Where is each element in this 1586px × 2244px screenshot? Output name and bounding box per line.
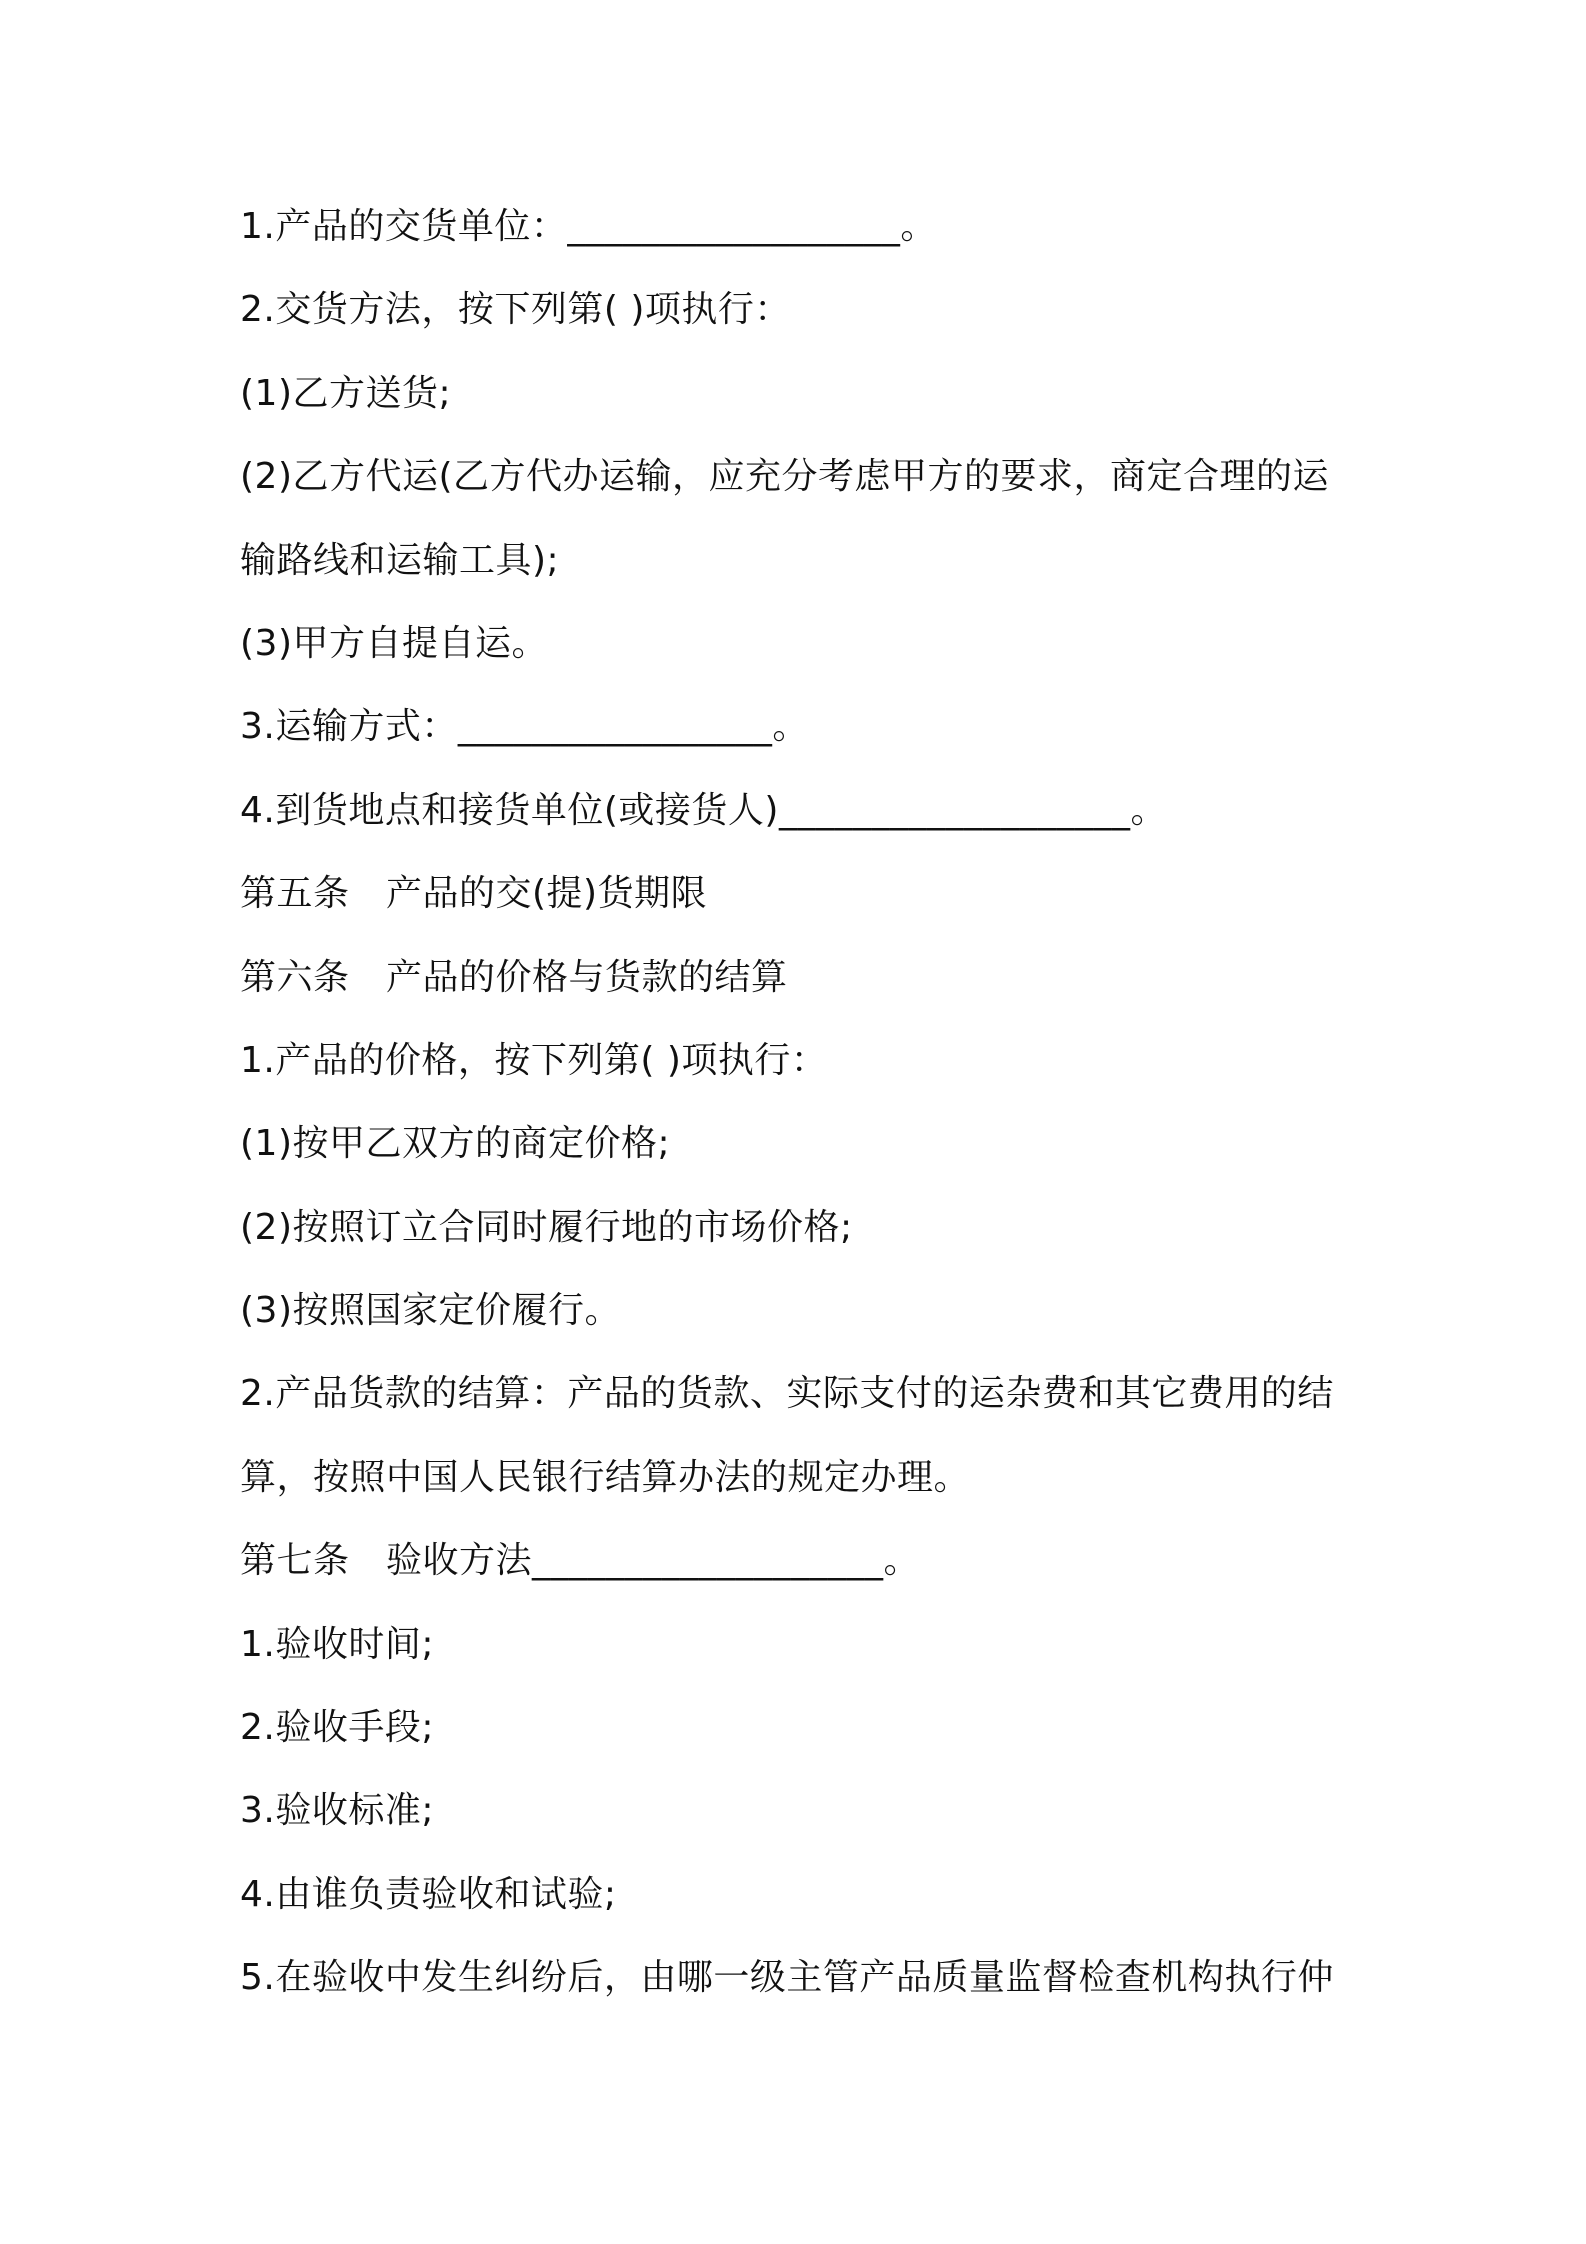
text-line: 3.运输方式：_________________。 bbox=[240, 706, 809, 748]
text-line: 5.在验收中发生纠纷后，由哪一级主管产品质量监督检查机构执行仲 bbox=[240, 1957, 1334, 1999]
text-line: (2)按照订立合同时履行地的市场价格; bbox=[240, 1206, 853, 1248]
text-line: (2)乙方代运(乙方代办运输，应充分考虑甲方的要求，商定合理的运 bbox=[240, 456, 1330, 498]
document-body bbox=[240, 197, 1360, 2032]
text-line: 4.由谁负责验收和试验; bbox=[240, 1873, 617, 1915]
text-line: (3)甲方自提自运。 bbox=[240, 622, 548, 664]
text-line: (1)乙方送货; bbox=[240, 372, 452, 414]
text-line: (1)按甲乙双方的商定价格; bbox=[240, 1123, 671, 1165]
section-heading: 第五条 产品的交(提)货期限 bbox=[240, 873, 708, 915]
text-line: 4.到货地点和接货单位(或接货人)___________________。 bbox=[240, 789, 1167, 831]
text-line: 2.产品货款的结算：产品的货款、实际支付的运杂费和其它费用的结 bbox=[240, 1373, 1334, 1415]
text-line: 3.验收标准; bbox=[240, 1790, 434, 1832]
text-line: 2.交货方法，按下列第( )项执行： bbox=[240, 289, 791, 331]
section-heading: 第六条 产品的价格与货款的结算 bbox=[240, 956, 788, 998]
section-heading: 第七条 验收方法___________________。 bbox=[240, 1540, 921, 1582]
text-line: 1.产品的价格，按下列第( )项执行： bbox=[240, 1039, 828, 1081]
text-line: 1.验收时间; bbox=[240, 1623, 434, 1665]
text-line: 2.验收手段; bbox=[240, 1707, 434, 1749]
text-line: (3)按照国家定价履行。 bbox=[240, 1290, 621, 1332]
text-line: 算，按照中国人民银行结算办法的规定办理。 bbox=[240, 1456, 971, 1498]
text-line: 1.产品的交货单位：__________________。 bbox=[240, 206, 937, 247]
text-line: 输路线和运输工具); bbox=[240, 539, 560, 581]
